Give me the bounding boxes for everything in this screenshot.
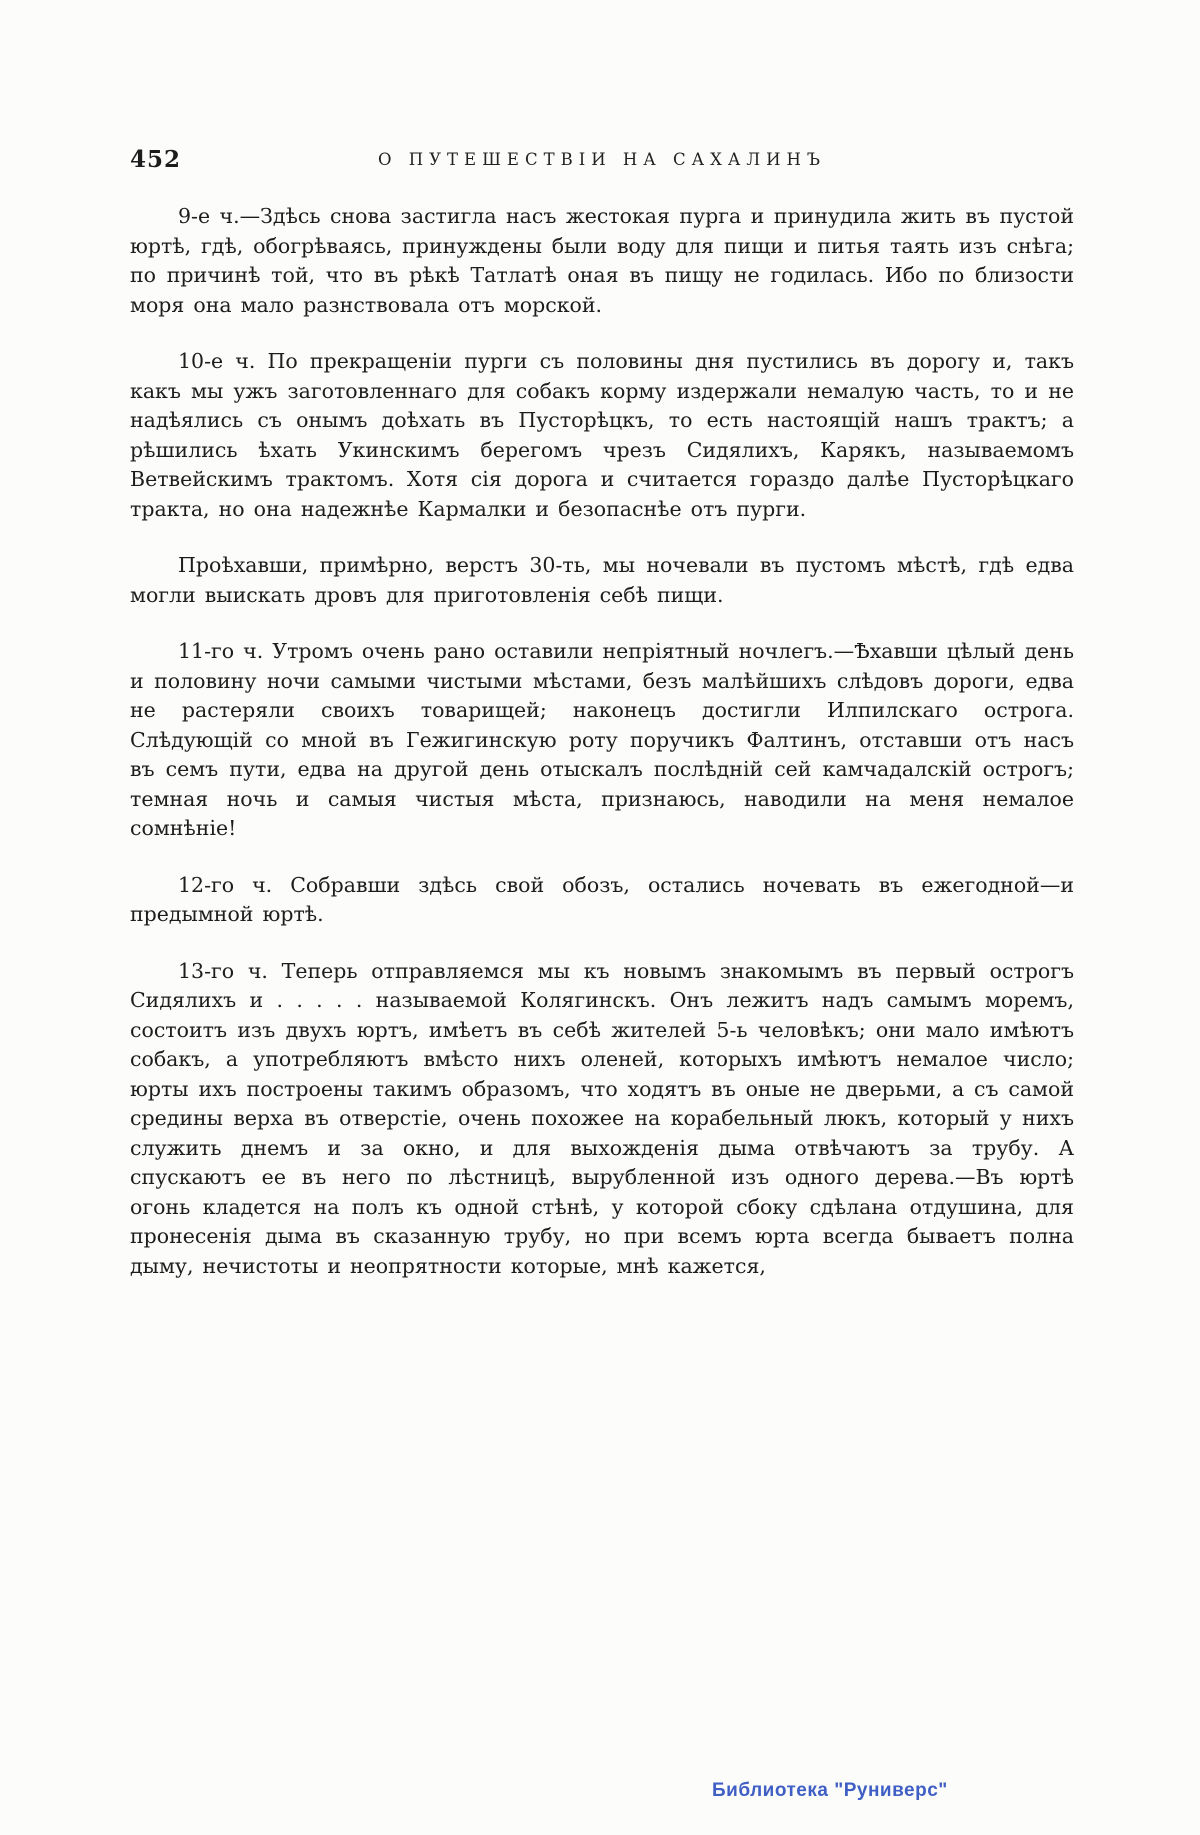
text-block [130, 146, 1074, 1308]
library-watermark: Библиотека "Руниверс" [712, 1780, 948, 1801]
running-title: О ПУТЕШЕСТВІИ НА САХАЛИНЪ [377, 150, 827, 169]
paragraph-entry-13: 13-го ч. Теперь отправляемся мы къ новымъ знакомымъ въ первый острогъ Сидялихъ и . . . . . называемой Колягинскъ. Онъ лежитъ надъ самымъ моремъ, состоитъ изъ двухъ юртъ, имѣетъ въ себѣ жителей 5-ь человѣкъ; они мало имѣютъ собакъ, а употребляютъ вмѣсто нихъ оленей, которыхъ имѣютъ немалое число; юрты ихъ построены такимъ образомъ, что ходятъ въ оные не дверьми, а съ самой средины верха въ отверстіе, очень похожее на корабельный люкъ, который у нихъ служить днемъ и за окно, и для выхожденія дыма отвѣчаютъ за трубу. А спускаютъ ее въ него по лѣстницѣ, вырубленной изъ одного дерева.—Въ юртѣ огонь кладется на полъ къ одной стѣнѣ, у которой сбоку сдѣлана отдушина, для пронесенія дыма въ сказанную трубу, но при всемъ юрта всегда бываетъ полна дыму, нечистоты и неопрятности которые, мнѣ кажется, [130, 958, 1074, 1278]
paragraph-entry-11: 11-го ч. Утромъ очень рано оставили непріятный ночлегъ.—Ѣхавши цѣлый день и половину ночи самыми чистыми мѣстами, безъ малѣйшихъ слѣдовъ дороги, едва не растеряли своихъ товарищей; наконецъ достигли Илпилскаго острога. Слѣдующій со мной въ Гежигинскую роту поручикъ Фалтинъ, отставши отъ насъ въ семъ пути, едва на другой день отыскалъ послѣдній сей камчадалскій острогъ; темная ночь и самыя чистыя мѣста, признаюсь, наводили на меня немалое сомнѣніе! [130, 639, 1074, 840]
paragraph-entry-10: 10-е ч. По прекращеніи пурги съ половины дня пустились въ дорогу и, такъ какъ мы ужъ заготовленнаго для собакъ корму издержали немалую часть, то и не надѣялись съ онымъ доѣхать въ Пусторѣцкъ, то есть настоящій нашъ трактъ; а рѣшились ѣхать Укинскимъ берегомъ чрезъ Сидялихъ, Карякъ, называемомъ Ветвейскимъ трактомъ. Хотя сія дорога и считается гораздо далѣе Пусторѣцкаго тракта, но она надежнѣе Кармалки и безопаснѣе отъ пурги. [130, 349, 1074, 521]
paragraph-travel-note: Проѣхавши, примѣрно, верстъ 30-ть, мы ночевали въ пустомъ мѣстѣ, гдѣ едва могли выискать дровъ для приготовленія себѣ пищи. [130, 553, 1074, 607]
paragraph-entry-12: 12-го ч. Собравши здѣсь свой обозъ, остались ночевать въ ежегодной—и предымной юртѣ. [130, 872, 1074, 926]
page-header [130, 146, 1074, 180]
paragraph-entry-9: 9-е ч.—Здѣсь снова застигла насъ жестокая пурга и принудила жить въ пустой юртѣ, гдѣ, обогрѣваясь, принуждены были воду для пищи и питья таять изъ снѣга; по причинѣ той, что въ рѣкѣ Татлатѣ оная въ пищу не годилась. Ибо по близости моря она мало разнствовала отъ морской. [130, 204, 1074, 317]
page-number: 452 [130, 146, 182, 173]
